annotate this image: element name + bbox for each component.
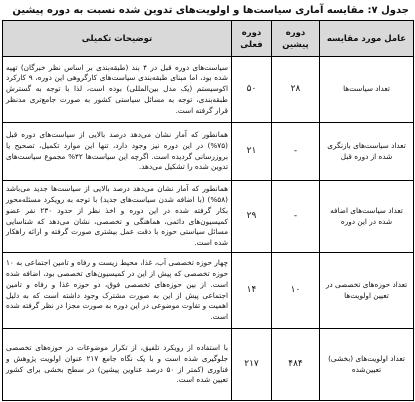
cell-item: تعداد سیاست‌های اضافه شده در این دوره bbox=[320, 181, 414, 253]
cell-previous: ۴۸۴ bbox=[272, 329, 320, 401]
cell-description: چهار حوزه تخصصی آب، غذا، محیط زیست و رفاه و تامین اجتماعی به ۱۰ حوزه تخصصی که پیش از این در کمیسیون‌های تخصصی بود، اضافه شده است. از بین حوزه‌های تخصصی فوق، دو حوزه غذا و رفاه و تامین اجتماعی پیش از این به صورت مشترک وجود داشته است که به دلیل اهمیت و تفاوت موضوعی در این دوره به صورت مجزا در نظر گرفته شده است. bbox=[3, 253, 232, 329]
cell-description: همانطور که آمار نشان می‌دهد درصد بالایی از سیاست‌های دوره قبل (۷۵%) در این دوره نیز وجود دارد، تنها این موارد تکمیل، تصحیح یا بروزرسانی گردیده است. اگرچه این سیاست‌ها ۴۲% مجموع سیاست‌های تدوین شده را تشکیل می‌دهد. bbox=[3, 123, 232, 181]
table-header-row bbox=[3, 21, 414, 57]
cell-previous: ۲۸ bbox=[272, 57, 320, 123]
table-row bbox=[3, 253, 414, 329]
cell-current: ۲۱۷ bbox=[232, 329, 272, 401]
cell-current: ۵۰ bbox=[232, 57, 272, 123]
cell-previous: - bbox=[272, 181, 320, 253]
cell-current: ۲۱ bbox=[232, 123, 272, 181]
header-item: عامل مورد مقایسه bbox=[320, 21, 414, 57]
cell-current: ۱۴ bbox=[232, 253, 272, 329]
cell-current: ۲۹ bbox=[232, 181, 272, 253]
table-row bbox=[3, 329, 414, 401]
header-current: دوره فعلی bbox=[232, 21, 272, 57]
table-caption: جدول ۷: مقایسه آماری سیاست‌ها و اولویت‌های تدوین شده نسبت به دوره پیشین bbox=[12, 5, 409, 16]
header-description: توضیحات تکمیلی bbox=[3, 21, 232, 57]
header-previous: دوره پیشین bbox=[272, 21, 320, 57]
cell-previous: ۱۰ bbox=[272, 253, 320, 329]
cell-item: تعداد سیاست‌ها bbox=[320, 57, 414, 123]
cell-description: همانطور که آمار نشان می‌دهد درصد بالایی از سیاست‌ها جدید می‌باشد (۵۸%) (با اضافه شدن سیاست‌های جدید) با توجه به رویکرد مسئله‌محور بکار گرفته شده در این دوره و اخذ نظر از حدود ۲۳۰ نفر عضو کمیسیون‌های دائمی، هماهنگی و تخصصی، نشان می‌دهد که شناسایی مسائل سیاستی حوزه با دقت عمل بیشتری صورت گرفته و ارائه راهکار شده است. bbox=[3, 181, 232, 253]
cell-item: تعداد سیاست‌های بازنگری شده از دوره قبل bbox=[320, 123, 414, 181]
table-row bbox=[3, 123, 414, 181]
table-row bbox=[3, 57, 414, 123]
cell-description: با استفاده از رویکرد تلفیق، از تکرار موضوعات در حوزه‌های تخصصی جلوگیری شده است و با یک نگاه جامع ۲۱۷ عنوان اولویت پژوهش و فناوری (کمتر از ۵۰ درصد عناوین پیشین) در سطح بخشی برای کشور تعیین شده است. bbox=[3, 329, 232, 401]
cell-description: سیاست‌های دوره قبل در ۴ بند (طبقه‌بندی بر اساس نظر خبرگان) تهیه شده بود، اما مبنای طبقه‌بندی سیاست‌های کارگروهی این دوره، ۹ کارکرد اکوسیستم (یک مدل بین‌المللی) بوده است، لذا با توجه به گسترش طبقه‌بندی، توجه به مسائل سیاستی کشور به صورت جامع‌تری مدنظر قرار گرفته است. bbox=[3, 57, 232, 123]
cell-previous: - bbox=[272, 123, 320, 181]
comparison-table bbox=[2, 20, 414, 401]
table-row bbox=[3, 181, 414, 253]
cell-item: تعداد اولویت‌های (بخشی) تعیین‌شده bbox=[320, 329, 414, 401]
cell-item: تعداد حوزه‌های تخصصی در تعیین اولویت‌ها bbox=[320, 253, 414, 329]
